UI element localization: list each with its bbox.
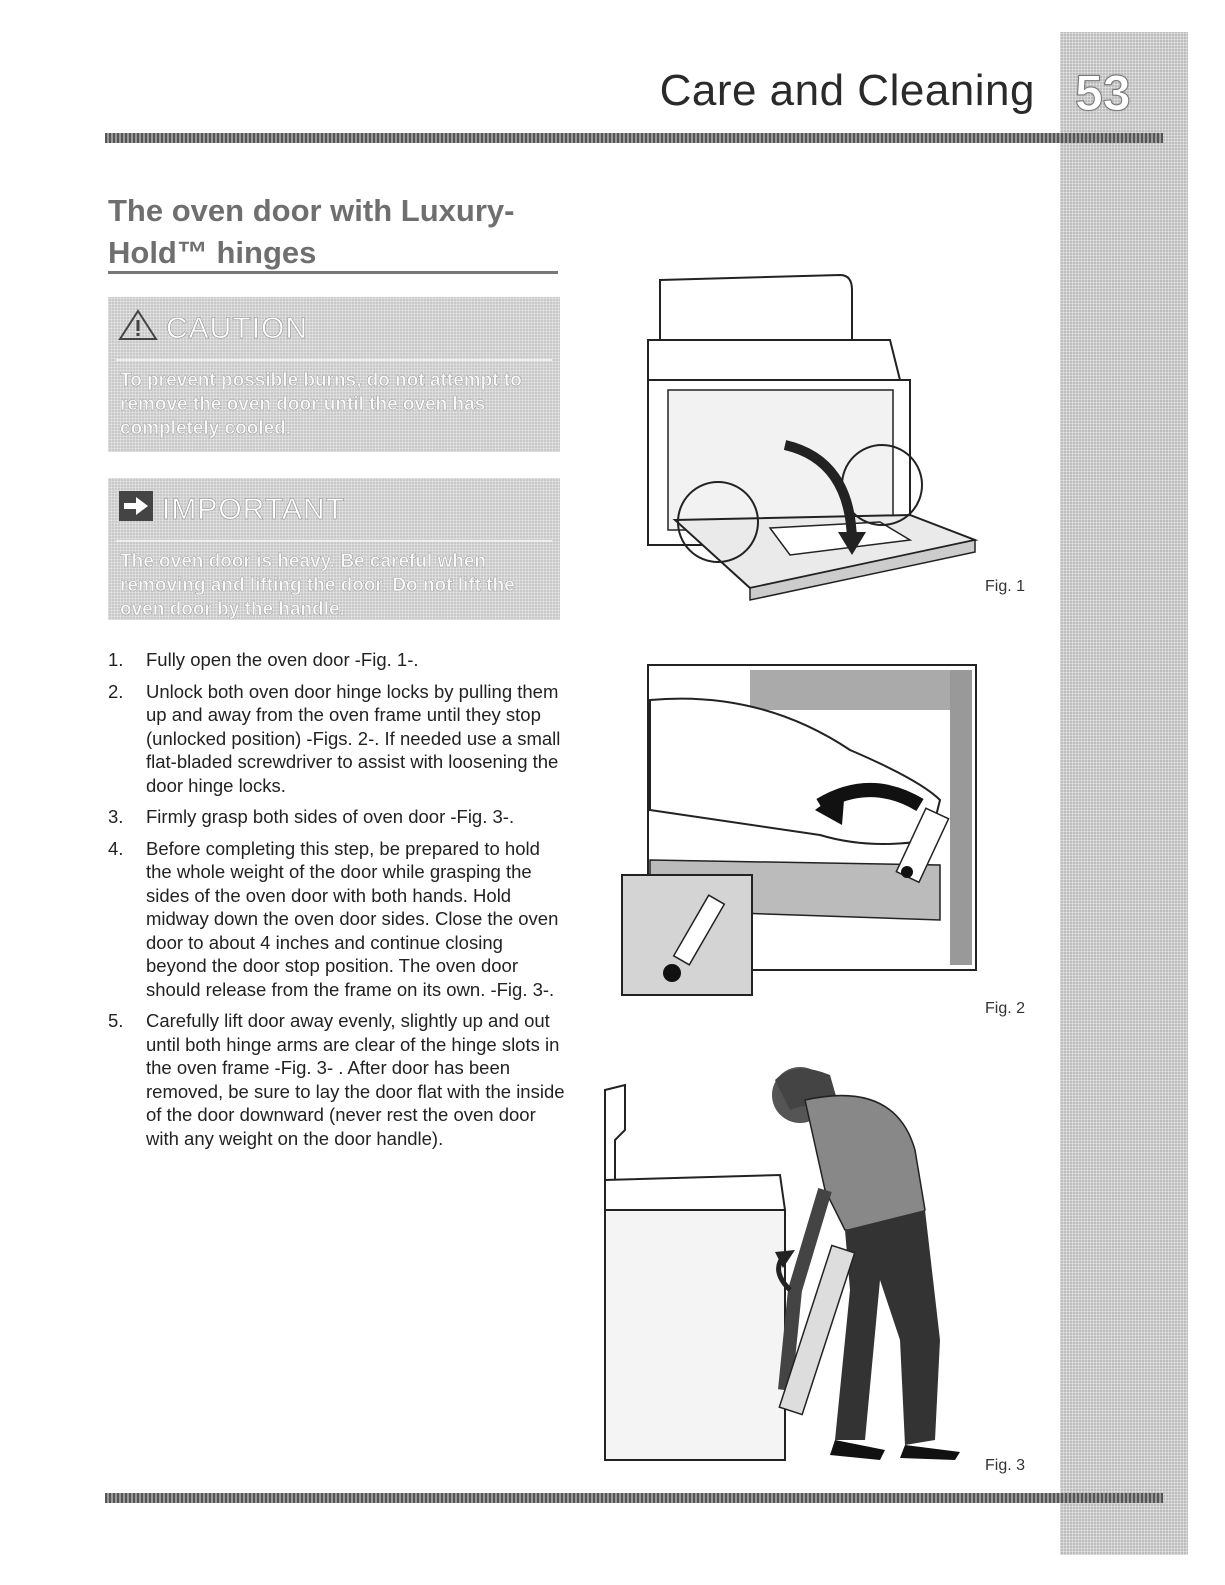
arrow-right-box-icon xyxy=(118,490,154,530)
caution-box xyxy=(108,297,560,452)
figure-3-caption: Fig. 3 xyxy=(985,1457,1026,1474)
instruction-steps xyxy=(108,648,568,1158)
step-text: Fully open the oven door -Fig. 1-. xyxy=(146,649,419,670)
figure-2-hinge-lock xyxy=(620,660,980,1005)
important-box xyxy=(108,478,560,620)
header-rule xyxy=(105,133,1163,143)
figure-1-caption: Fig. 1 xyxy=(985,578,1026,595)
list-item xyxy=(108,1009,568,1150)
side-stripe xyxy=(1060,32,1188,1555)
figure-1-oven-door-open xyxy=(620,270,980,620)
page-number: 53 xyxy=(1075,65,1131,121)
step-text: Unlock both oven door hinge locks by pulling them up and away from the oven frame until they stop (unlocked position) -Figs. 2-. If needed use a small flat-bladed screwdriver to assist with loosening the door hinge locks. xyxy=(146,680,561,796)
step-number: 5. xyxy=(108,1010,124,1031)
important-label: IMPORTANT xyxy=(162,493,345,526)
step-number: 4. xyxy=(108,837,124,859)
warning-triangle-icon xyxy=(118,309,158,349)
caution-label: CAUTION xyxy=(166,312,308,345)
list-item xyxy=(108,805,568,829)
list-item xyxy=(108,680,568,798)
figure-3-lifting-door xyxy=(595,1040,1015,1485)
important-text: The oven door is heavy. Be careful when removing and lifting the door. Do not lift the oven door by the handle. xyxy=(120,551,515,620)
section-title: The oven door with Luxury-Hold™ hinges xyxy=(108,193,515,270)
step-text: Firmly grasp both sides of oven door -Fig. 3-. xyxy=(146,806,515,827)
section-title-rule xyxy=(108,271,558,274)
list-item xyxy=(108,648,568,672)
footer-rule xyxy=(105,1493,1163,1503)
step-number: 1. xyxy=(108,649,124,670)
step-number: 3. xyxy=(108,806,124,827)
step-number: 2. xyxy=(108,680,124,702)
list-item xyxy=(108,837,568,1002)
step-text: Before completing this step, be prepared to hold the whole weight of the door while grasping the sides of the oven door with both hands. Hold midway down the oven door sides. Close the oven door to about 4 inches and continue closing beyond the door stop position. The oven door should release from the frame on its own. -Fig. 3-. xyxy=(146,837,559,1000)
caution-text: To prevent possible burns, do not attempt to remove the oven door until the oven has completely cooled. xyxy=(120,370,522,439)
figure-2-caption: Fig. 2 xyxy=(985,1000,1026,1017)
step-text: Carefully lift door away evenly, slightly up and out until both hinge arms are clear of the hinge slots in the oven frame -Fig. 3- . After door has been removed, be sure to lay the door flat with the inside of the door downward (never rest the oven door with any weight on the door handle). xyxy=(146,1010,565,1149)
page-header-title: Care and Cleaning xyxy=(659,66,1035,115)
